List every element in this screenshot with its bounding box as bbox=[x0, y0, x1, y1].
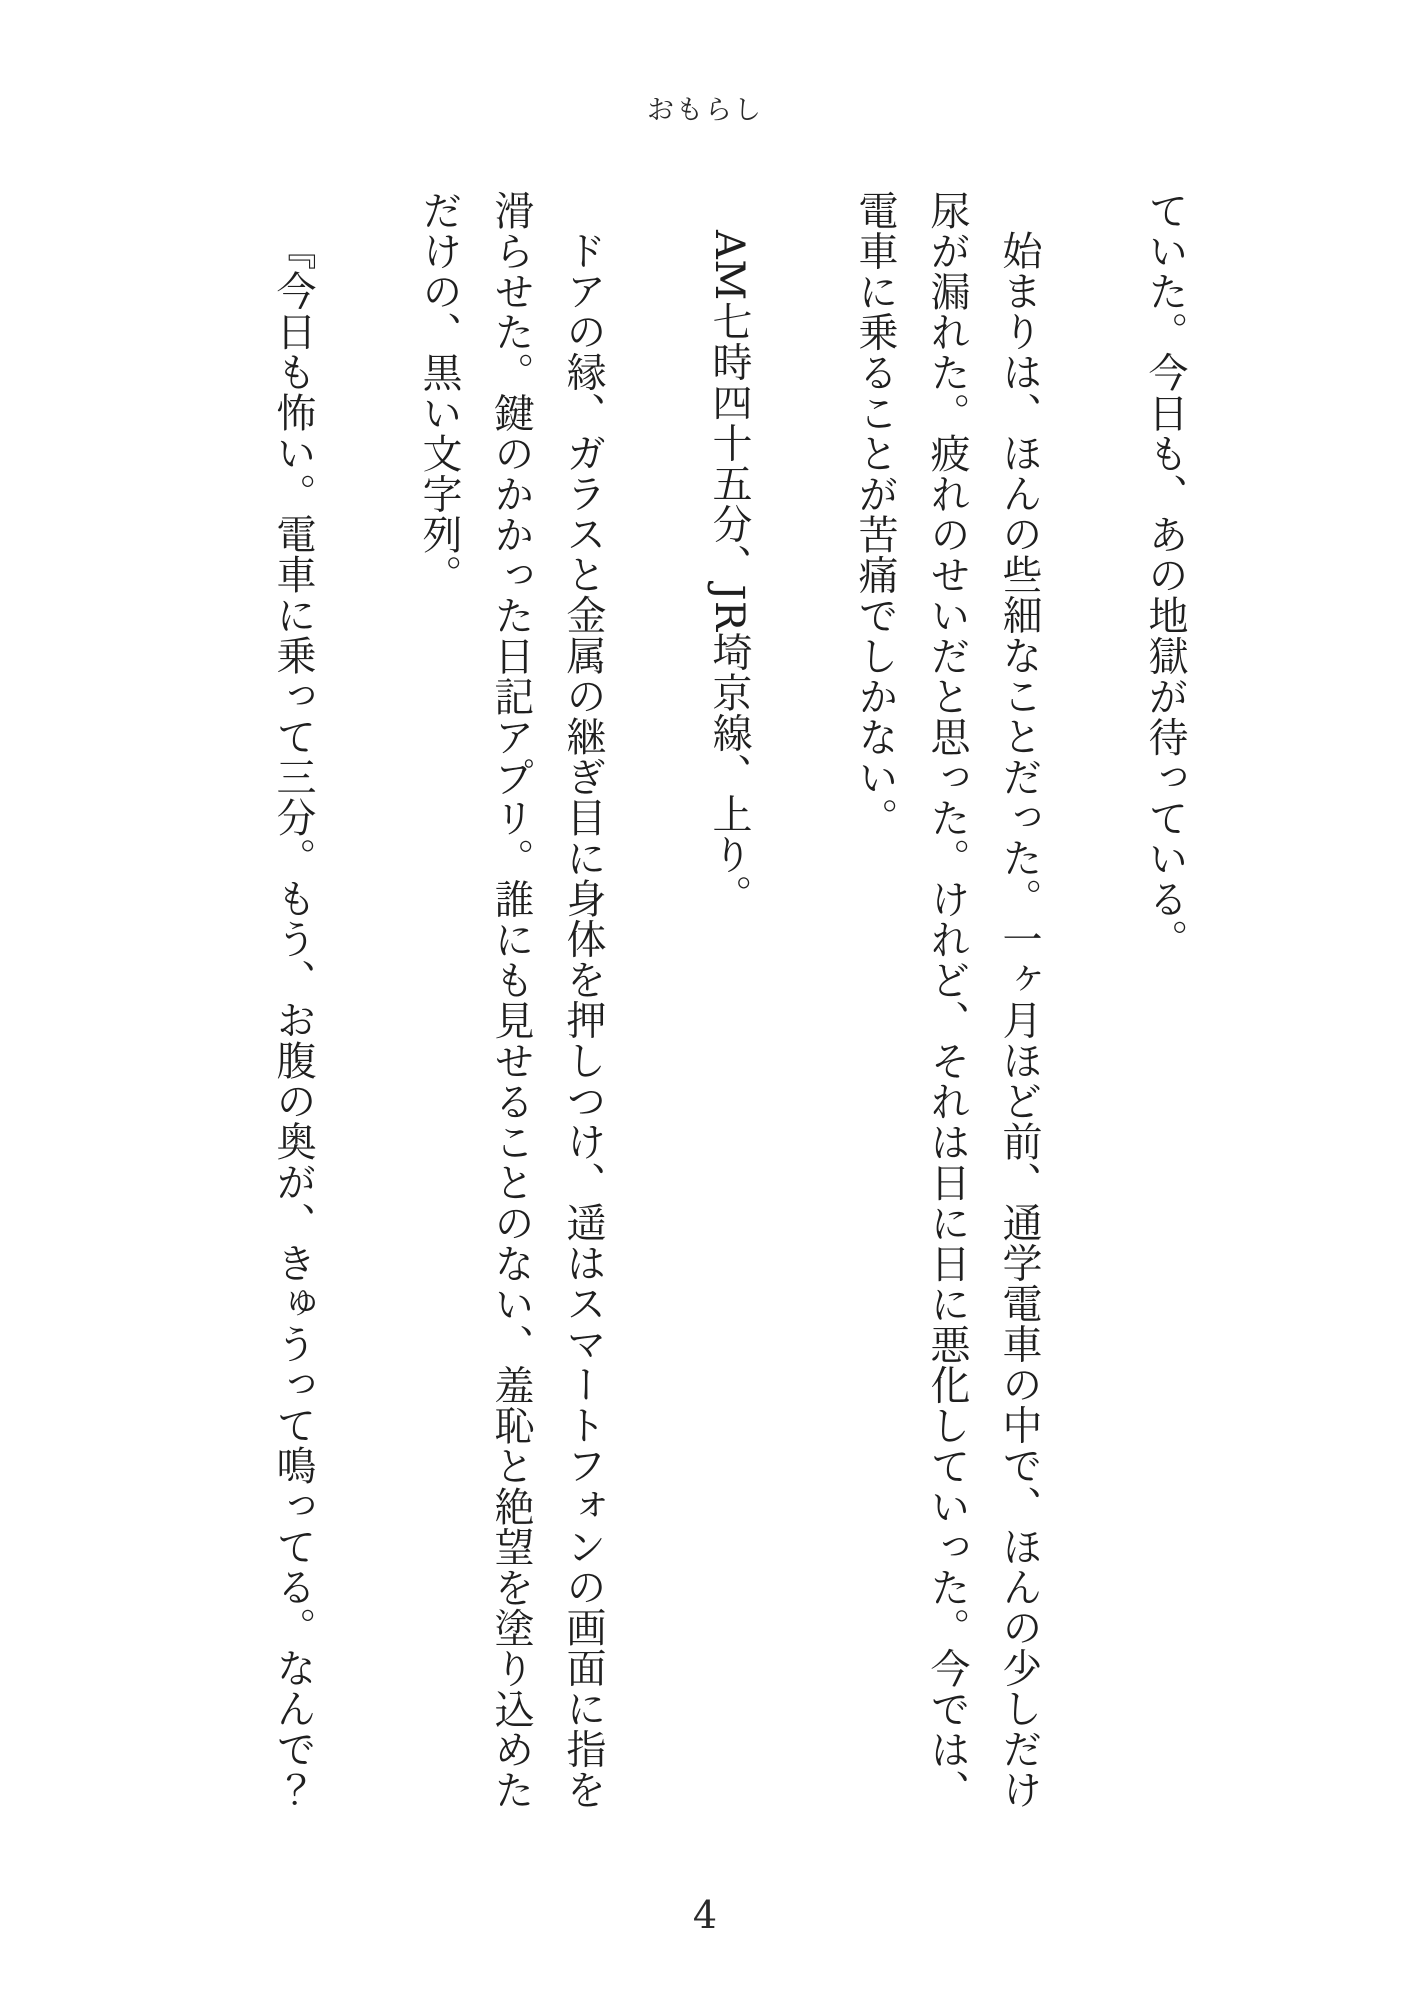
text-column: AM七時四十五分、JR埼京線、上り。 bbox=[706, 230, 752, 915]
paragraph-2 bbox=[839, 190, 1055, 1812]
paragraph-3 bbox=[693, 190, 765, 1812]
text-column: 滑らせた。鍵のかかった日記アプリ。誰にも見せることのない、羞恥と絶望を塗り込めた bbox=[488, 190, 534, 1810]
paragraph-1 bbox=[1129, 190, 1201, 1812]
running-header-title: おもらし bbox=[647, 95, 763, 126]
text-body bbox=[257, 190, 1201, 1812]
text-column: 電車に乗ることが苦痛でしかない。 bbox=[852, 190, 898, 838]
text-column: だけの、黒い文字列。 bbox=[416, 190, 462, 595]
paragraph-5 bbox=[257, 190, 329, 1812]
text-column: 尿が漏れた。疲れのせいだと思った。けれど、それは日に日に悪化していった。今では、 bbox=[924, 190, 970, 1810]
text-column: ドアの縁、ガラスと金属の継ぎ目に身体を押しつけ、遥はスマートフォンの画面に指を bbox=[560, 230, 606, 1810]
paragraph-4 bbox=[403, 190, 619, 1812]
page-number: 4 bbox=[692, 1893, 718, 1937]
text-column: 始まりは、ほんの些細なことだった。一ヶ月ほど前、通学電車の中で、ほんの少しだけ bbox=[996, 230, 1042, 1810]
text-column: ていた。今日も、あの地獄が待っている。 bbox=[1142, 190, 1188, 960]
text-column: 『今日も怖い。電車に乗って三分。もう、お腹の奥が、きゅうって鳴ってる。なんで？ bbox=[270, 230, 316, 1810]
